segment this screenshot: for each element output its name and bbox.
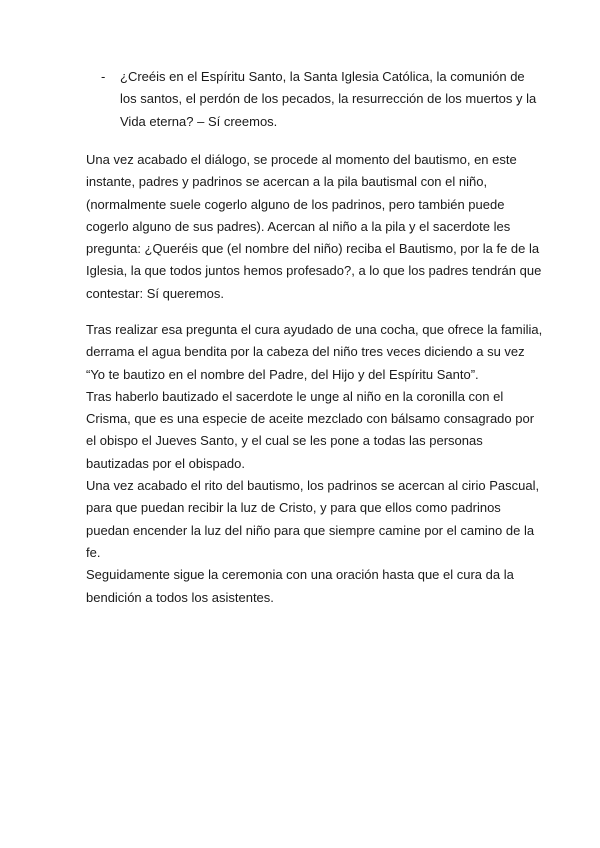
text-line: instante, padres y padrinos se acercan a la pila bautismal con el niño, bbox=[86, 174, 488, 190]
text-line: bendición a todos los asistentes. bbox=[86, 589, 274, 605]
text-line: Iglesia, la que todos juntos hemos profesado?, a lo que los padres tendrán que bbox=[86, 263, 542, 279]
text-line: cogerlo alguno de sus padres). Acercan al niño a la pila y el sacerdote les bbox=[86, 218, 511, 234]
paragraph-baptism-dialogue bbox=[86, 149, 542, 305]
paragraph-baptism-rite bbox=[86, 319, 543, 609]
bullet-marker: - bbox=[101, 69, 106, 84]
text-line: Crisma, que es una especie de aceite mezclado con bálsamo consagrado por bbox=[86, 411, 535, 427]
bullet-text bbox=[120, 66, 540, 133]
text-line: Vida eterna? – Sí creemos. bbox=[120, 113, 278, 129]
text-line: Tras haberlo bautizado el sacerdote le unge al niño en la coronilla con el bbox=[86, 388, 504, 404]
text-line: Una vez acabado el diálogo, se procede al momento del bautismo, en este bbox=[86, 152, 517, 167]
text-line: puedan encender la luz del niño para que siempre camine por el camino de la bbox=[86, 522, 535, 538]
text-line: Una vez acabado el rito del bautismo, los padrinos se acercan al cirio Pascual, bbox=[86, 478, 540, 494]
text-line: Seguidamente sigue la ceremonia con una oración hasta que el cura da la bbox=[86, 567, 514, 583]
text-line: “Yo te bautizo en el nombre del Padre, del Hijo y del Espíritu Santo”. bbox=[86, 366, 479, 382]
text-line: para que puedan recibir la luz de Cristo, y para que ellos como padrinos bbox=[86, 500, 501, 516]
text-line: Tras realizar esa pregunta el cura ayudado de una cocha, que ofrece la familia, bbox=[86, 322, 543, 337]
text-line: ¿Creéis en el Espíritu Santo, la Santa Iglesia Católica, la comunión de bbox=[120, 69, 525, 84]
text-line: pregunta: ¿Queréis que (el nombre del niño) reciba el Bautismo, por la fe de la bbox=[86, 241, 540, 257]
text-line: los santos, el perdón de los pecados, la resurrección de los muertos y la bbox=[120, 91, 537, 107]
text-line: contestar: Sí queremos. bbox=[86, 285, 225, 301]
text-line: (normalmente suele cogerlo alguno de los padrinos, pero también puede bbox=[86, 196, 505, 212]
text-line: derrama el agua bendita por la cabeza del niño tres veces diciendo a su vez bbox=[86, 344, 525, 360]
text-line: bautizadas por el obispado. bbox=[86, 455, 246, 471]
text-line: el obispo el Jueves Santo, y el cual se les pone a todas las personas bbox=[86, 433, 483, 449]
text-line: fe. bbox=[86, 544, 101, 560]
